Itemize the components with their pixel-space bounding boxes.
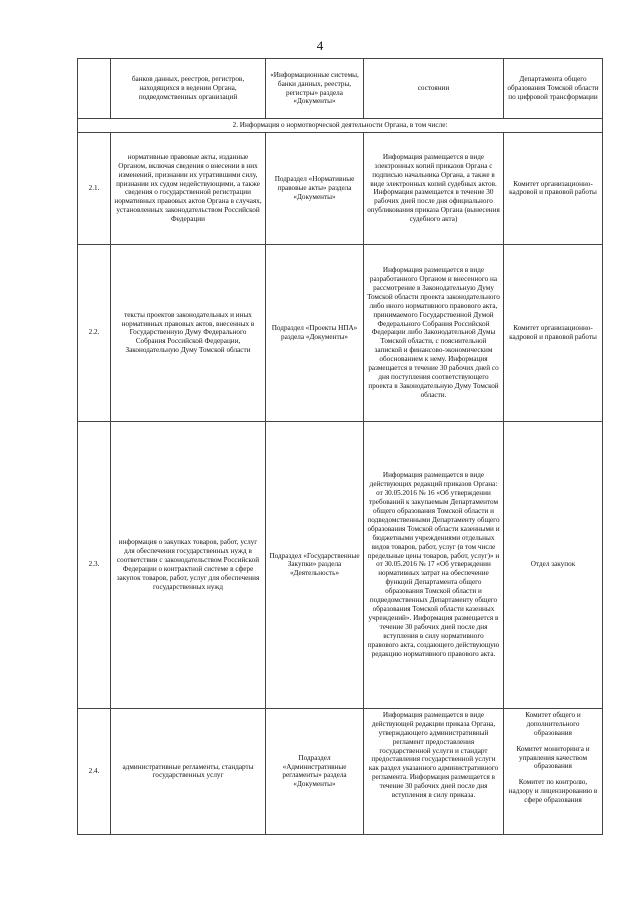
cell-location: Подраздел «Проекты НПА» раздела «Документы» [266, 244, 364, 421]
cell-description: тексты проектов законодательных и иных нормативных правовых актов, внесенных в Государственную Думу Федерального Собрания Российской Федерации, Законодательную Думу Томской области [111, 244, 266, 421]
cell-description: административные регламенты, стандарты государственных услуг [111, 708, 266, 834]
cell-description: нормативные правовые акты, изданные Органом, включая сведения о внесении в них изменений, признании их утратившими силу, признании их судом недействующими, а также сведения о государственной регистрации нормативных правовых актов Органа в случаях, установленных законодательством Российской Федерации [111, 132, 266, 244]
table-row [78, 708, 603, 834]
cell-info: Информация размещается в виде действующей редакции приказа Органа, утверждающего административный регламент предоставления государственной услуги и стандарт предоставления государственной услуги как раздел указанного административного регламента. Информация размещается в течение 30 рабочих дней после дня вступления в силу приказа. [364, 708, 504, 834]
cell-num: 2.2. [78, 244, 111, 421]
responsible-unit: Отдел закупок [530, 560, 576, 569]
cell-responsible [504, 244, 603, 421]
page-number: 4 [316, 38, 324, 53]
cell-info: Информация размещается в виде разработанного Органом и внесенного на рассмотрение в Законодательную Думу Томской области проекта законодательного либо иного нормативного правового акта, принимаемого Государственной Думой Федерального Собрания Российской Федерации либо Законодательной Думы Томской области, с пояснительной запиской и финансово-экономическим обоснованием к нему. Информация размещается в течение 30 рабочих дней со дня поступления соответствующего проекта в Законодательную Думу Томской области. [364, 244, 504, 421]
cell-num: 2.3. [78, 421, 111, 708]
cell-num [78, 59, 111, 119]
section-heading-row [78, 119, 603, 133]
cell-num: 2.4. [78, 708, 111, 834]
cell-responsible [504, 421, 603, 708]
cell-num: 2.1. [78, 132, 111, 244]
responsible-unit: Комитет по контролю, надзору и лицензированию в сфере образования [508, 778, 598, 805]
responsible-unit: Комитет общего и дополнительного образования [525, 710, 581, 737]
cell-responsible: Департамента общего образования Томской области по цифровой трансформации [504, 59, 603, 119]
table-row [78, 244, 603, 421]
responsible-unit: Комитет мониторинга и управления качеством образования [516, 744, 590, 771]
responsible-unit: Комитет организационно-кадровой и правовой работы [509, 179, 597, 197]
cell-description: информация о закупках товаров, работ, услуг для обеспечения государственных нужд в соответствии с законодательством Российской Федерации о контрактной системе в сфере закупок товаров, работ, услуг для обеспечения государственных нужд [111, 421, 266, 708]
cell-info: Информация размещается в виде электронных копий приказов Органа с подписью начальника Органа, а также в виде электронных копий судебных актов. Информация размещается в течение 30 рабочих дней после дня официального опубликования приказа Органа (вынесения судебного акта) [364, 132, 504, 244]
table-row-continued [78, 59, 603, 119]
table-row [78, 421, 603, 708]
cell-location: Подраздел «Административные регламенты» раздела «Документы» [266, 708, 364, 834]
cell-info: состоянии [364, 59, 504, 119]
cell-location: Подраздел «Государственные Закупки» раздела «Деятельность» [266, 421, 364, 708]
cell-location: Подраздел «Нормативные правовые акты» раздела «Документы» [266, 132, 364, 244]
cell-responsible [504, 708, 603, 834]
table-row [78, 132, 603, 244]
cell-description: банков данных, реестров, регистров, находящихся в ведении Органа, подведомственных организаций [111, 59, 266, 119]
cell-location: «Информационные системы, банки данных, реестры, регистры» раздела «Документы» [266, 59, 364, 119]
responsible-unit: Комитет организационно-кадровой и правовой работы [509, 324, 597, 341]
cell-responsible [504, 132, 603, 244]
cell-info: Информация размещается в виде действующих редакций приказов Органа: от 30.05.2016 № 16 «Об утверждении требований к закупаемым Департаментом общего образования Томской области и подведомственными Департаменту общего образования Томской области казенными и бюджетными учреждениями отдельных видов товаров, работ, услуг (в том числе предельные цены товаров, работ, услуг)» и от 30.05.2016 № 17 «Об утверждении нормативных затрат на обеспечение функций Департамента общего образования Томской области и подведомственных Департаменту общего образования Томской области казенных учреждений». Информация размещается в течение 30 рабочих дней после дня вступления в силу нормативного правового акта, создающего действующую редакцию нормативного правового акта. [364, 421, 504, 708]
section-heading: 2. Информация о нормотворческой деятельности Органа, в том числе: [78, 119, 603, 133]
publication-table [77, 58, 603, 835]
